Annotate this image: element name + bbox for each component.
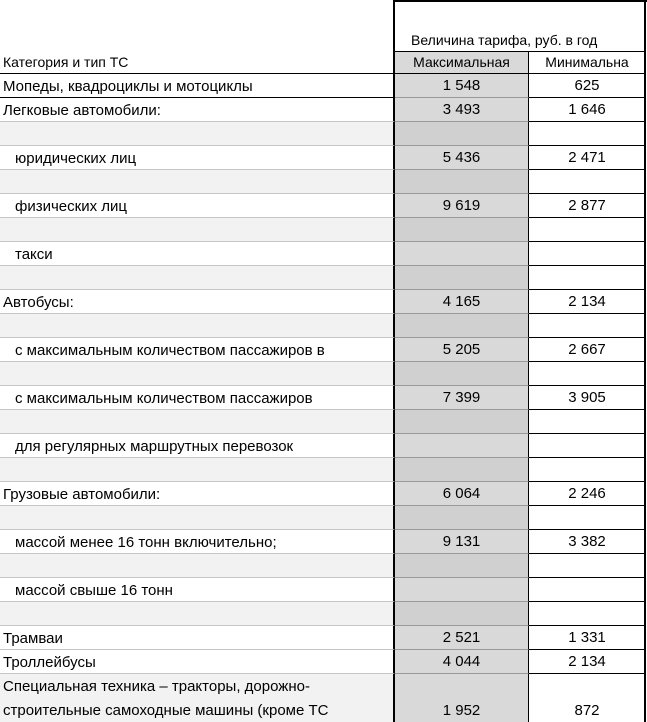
min-cell[interactable]: [529, 314, 645, 338]
table-row: [0, 98, 645, 122]
max-cell[interactable]: [395, 674, 529, 722]
category-cell[interactable]: [0, 482, 395, 506]
min-cell[interactable]: [529, 362, 645, 386]
min-cell[interactable]: [529, 170, 645, 194]
max-cell[interactable]: [395, 170, 529, 194]
max-cell[interactable]: [395, 554, 529, 578]
category-text: массой менее 16 тонн включительно;: [15, 534, 277, 551]
min-cell[interactable]: [529, 194, 645, 218]
min-value: 1 331: [568, 629, 606, 646]
category-cell[interactable]: [0, 578, 395, 602]
category-text: Легковые автомобили:: [3, 102, 161, 119]
max-value: 6 064: [442, 485, 481, 502]
table-row: [0, 122, 645, 146]
table-row: [0, 266, 645, 290]
min-value: 2 877: [568, 197, 606, 214]
category-cell[interactable]: [0, 218, 395, 242]
table-row: [0, 146, 645, 170]
category-cell[interactable]: [0, 458, 395, 482]
category-cell[interactable]: [0, 626, 395, 650]
min-value: 3 905: [568, 389, 606, 406]
min-cell[interactable]: [529, 98, 645, 122]
category-header-cell[interactable]: [0, 0, 395, 74]
max-cell[interactable]: [395, 218, 529, 242]
min-cell[interactable]: [529, 74, 645, 98]
min-value: 2 134: [568, 653, 606, 670]
category-text: Трамваи: [3, 630, 63, 647]
max-value: 5 205: [442, 341, 481, 358]
table-row: [0, 650, 645, 674]
category-cell[interactable]: [0, 146, 395, 170]
max-cell[interactable]: [395, 314, 529, 338]
min-value: 2 667: [568, 341, 606, 358]
table-row: [0, 74, 645, 98]
category-cell[interactable]: [0, 74, 395, 98]
category-text: с максимальным количеством пассажиров: [15, 390, 313, 407]
max-cell[interactable]: [395, 626, 529, 650]
table-row: [0, 338, 645, 362]
max-cell[interactable]: [395, 122, 529, 146]
category-text: Мопеды, квадроциклы и мотоциклы: [3, 78, 253, 95]
category-cell[interactable]: [0, 506, 395, 530]
min-cell[interactable]: [529, 674, 645, 722]
min-value: 1 646: [568, 101, 606, 118]
min-cell[interactable]: [529, 410, 645, 434]
min-cell[interactable]: [529, 650, 645, 674]
min-cell[interactable]: [529, 554, 645, 578]
category-text: с максимальным количеством пассажиров в: [15, 342, 325, 359]
max-cell[interactable]: [395, 290, 529, 314]
category-cell[interactable]: [0, 242, 395, 266]
category-cell[interactable]: [0, 362, 395, 386]
tariff-header-cell[interactable]: [395, 0, 645, 52]
category-cell[interactable]: [0, 266, 395, 290]
min-cell[interactable]: [529, 146, 645, 170]
table-row: [0, 530, 645, 554]
tariff-header-label: Величина тарифа, руб. в год: [411, 32, 598, 48]
min-value: 2 246: [568, 485, 606, 502]
max-value: 1 952: [442, 702, 481, 719]
table-row: [0, 434, 645, 458]
category-cell[interactable]: [0, 530, 395, 554]
max-value: 5 436: [442, 149, 481, 166]
max-cell[interactable]: [395, 482, 529, 506]
category-text: Автобусы:: [3, 294, 74, 311]
max-cell[interactable]: [395, 410, 529, 434]
max-cell[interactable]: [395, 146, 529, 170]
min-value: 2 471: [568, 149, 606, 166]
max-header-cell[interactable]: Максимальная: [395, 52, 529, 74]
category-cell[interactable]: [0, 650, 395, 674]
category-cell[interactable]: [0, 434, 395, 458]
table-row: [0, 170, 645, 194]
category-cell[interactable]: [0, 674, 395, 722]
max-cell[interactable]: [395, 98, 529, 122]
category-text: такси: [15, 246, 53, 263]
category-cell[interactable]: [0, 338, 395, 362]
max-cell[interactable]: [395, 578, 529, 602]
min-cell[interactable]: [529, 458, 645, 482]
min-cell[interactable]: [529, 290, 645, 314]
min-cell[interactable]: [529, 122, 645, 146]
table-row: [0, 626, 645, 650]
min-value: 872: [574, 702, 600, 719]
max-value: 2 521: [442, 629, 481, 646]
category-text: Троллейбусы: [3, 654, 96, 671]
max-cell[interactable]: [395, 386, 529, 410]
category-text: Грузовые автомобили:: [3, 486, 161, 503]
max-cell[interactable]: [395, 338, 529, 362]
table-row: [0, 410, 645, 434]
max-cell[interactable]: [395, 242, 529, 266]
category-cell[interactable]: [0, 122, 395, 146]
min-cell[interactable]: [529, 242, 645, 266]
min-cell[interactable]: [529, 578, 645, 602]
category-text: юридических лиц: [15, 150, 137, 167]
max-cell[interactable]: [395, 74, 529, 98]
table-row: [0, 458, 645, 482]
max-value: 3 493: [442, 101, 481, 118]
category-cell[interactable]: [0, 290, 395, 314]
max-cell[interactable]: [395, 434, 529, 458]
table-row: [0, 578, 645, 602]
max-cell[interactable]: [395, 602, 529, 626]
table-row: [0, 602, 645, 626]
table-top-border: [393, 0, 647, 2]
min-cell[interactable]: [529, 602, 645, 626]
max-cell[interactable]: [395, 194, 529, 218]
table-row: [0, 218, 645, 242]
category-cell[interactable]: [0, 602, 395, 626]
min-cell[interactable]: [529, 218, 645, 242]
max-cell[interactable]: [395, 362, 529, 386]
table-row: [0, 386, 645, 410]
max-value: 9 131: [442, 533, 481, 550]
max-cell[interactable]: [395, 650, 529, 674]
max-value: 9 619: [442, 197, 481, 214]
min-header-cell[interactable]: Минимальна: [529, 52, 645, 74]
category-text: физических лиц: [15, 198, 127, 215]
max-value: 7 399: [442, 389, 481, 406]
table-row: [0, 314, 645, 338]
category-cell[interactable]: [0, 98, 395, 122]
category-cell[interactable]: [0, 386, 395, 410]
max-value: 4 044: [442, 653, 481, 670]
max-cell[interactable]: [395, 458, 529, 482]
min-cell[interactable]: [529, 266, 645, 290]
table-row: [0, 242, 645, 266]
category-header-label: Категория и тип ТС: [3, 54, 129, 70]
category-text-line-1: Специальная техника – тракторы, дорожно-: [3, 678, 310, 695]
min-cell[interactable]: [529, 386, 645, 410]
category-cell[interactable]: [0, 170, 395, 194]
min-value: 3 382: [568, 533, 606, 550]
table-row: [0, 674, 645, 722]
category-text: массой свыше 16 тонн: [15, 582, 173, 599]
min-cell[interactable]: [529, 482, 645, 506]
min-cell[interactable]: [529, 530, 645, 554]
min-cell[interactable]: [529, 626, 645, 650]
category-text: для регулярных маршрутных перевозок: [15, 438, 294, 455]
table-row: [0, 362, 645, 386]
table-row: [0, 506, 645, 530]
max-value: 4 165: [442, 293, 481, 310]
table-row: [0, 290, 645, 314]
min-cell[interactable]: [529, 506, 645, 530]
min-cell[interactable]: [529, 434, 645, 458]
min-cell[interactable]: [529, 338, 645, 362]
min-value: 625: [574, 77, 600, 94]
max-cell[interactable]: [395, 530, 529, 554]
max-cell[interactable]: [395, 506, 529, 530]
category-cell[interactable]: [0, 314, 395, 338]
category-cell[interactable]: [0, 554, 395, 578]
max-cell[interactable]: [395, 266, 529, 290]
table-row: [0, 194, 645, 218]
table-right-border: [644, 0, 646, 722]
category-cell[interactable]: [0, 410, 395, 434]
table-row: [0, 554, 645, 578]
max-value: 1 548: [442, 77, 481, 94]
category-text-line-2: строительные самоходные машины (кроме ТС: [3, 702, 329, 719]
min-value: 2 134: [568, 293, 606, 310]
table-row: [0, 482, 645, 506]
category-cell[interactable]: [0, 194, 395, 218]
